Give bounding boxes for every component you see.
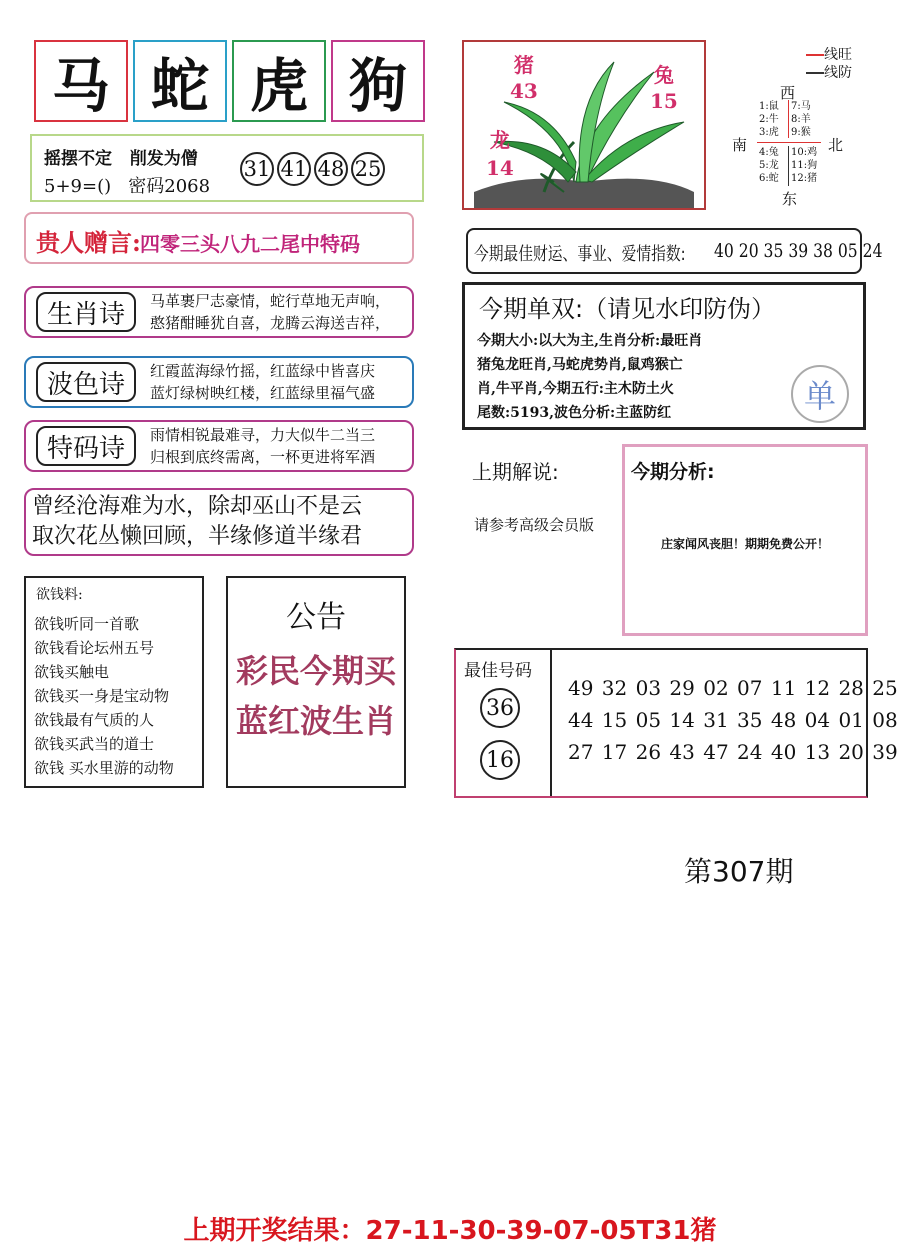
- animal-name: 兔: [653, 63, 674, 87]
- number-ball: 25: [351, 152, 385, 186]
- hint-line-1: 摇摆不定 削发为僧: [44, 149, 198, 169]
- last-result: 上期开奖结果：27-11-30-39-07-05T31猪: [183, 1216, 717, 1246]
- hint-box: [30, 134, 424, 202]
- noble-tip-box: [24, 212, 414, 264]
- zodiac-title-2: 蛇: [133, 40, 227, 122]
- odd-even-stamp: 单: [791, 365, 849, 423]
- plant-label-rabbit: [650, 62, 678, 114]
- bose-poem-box: [24, 356, 414, 408]
- number-row: 44 15 05 14 31 35 48 04 01 08: [568, 708, 898, 732]
- odd-even-title: 今期单双:（请见水印防伪）: [479, 295, 776, 323]
- money-line: 欲钱买触电: [34, 663, 110, 681]
- odd-even-line: 猪兔龙旺肖,马蛇虎势肖,鼠鸡猴亡: [477, 357, 683, 373]
- grid-cell: 6:蛇: [759, 173, 779, 184]
- compass-east: 东: [782, 190, 798, 208]
- money-line: 欲钱买一身是宝动物: [34, 687, 170, 705]
- tema-poem-label: 特码诗: [36, 426, 136, 466]
- grid-cell: 4:兔: [759, 147, 779, 158]
- notice-line-1: 彩民今期买: [235, 652, 396, 690]
- number-ball: 48: [314, 152, 348, 186]
- compass-west: 西: [780, 84, 796, 102]
- last-explain-text: 请参考高级会员版: [474, 516, 595, 534]
- animal-name: 猪: [513, 53, 534, 77]
- money-line: 欲钱最有气质的人: [34, 711, 155, 729]
- money-title: 欲钱料:: [36, 587, 83, 603]
- best-numbers-box: [454, 648, 898, 798]
- compass-grid: [757, 100, 821, 186]
- legend-fang: 线防: [806, 64, 852, 82]
- compass-south: 南: [732, 136, 748, 154]
- noble-tip-text: 四零三头八九二尾中特码: [140, 232, 360, 256]
- tema-poem-box: [24, 420, 414, 472]
- grid-cell: 9:猴: [791, 127, 811, 138]
- grid-cell: 10:鸡: [791, 147, 818, 158]
- analysis-text: 庄家闻风丧胆！期期免费公开！: [660, 537, 829, 551]
- zodiac-title-4: 狗: [331, 40, 425, 122]
- big-verse-line-1: 曾经沧海难为水，除却巫山不是云: [32, 494, 363, 519]
- animal-number: 14: [486, 156, 514, 180]
- legend-wang: 线旺: [806, 46, 852, 64]
- hint-line-2: 5+9=() 密码2068: [44, 176, 211, 197]
- noble-tip-label: 贵人赠言:: [36, 228, 141, 257]
- number-row: 49 32 03 29 02 07 11 12 28 25: [568, 676, 898, 700]
- grid-cell: 2:牛: [759, 114, 779, 125]
- grid-cell: 5:龙: [759, 160, 779, 171]
- odd-even-line: 尾数:5193,波色分析:主蓝防红: [477, 405, 672, 421]
- money-line: 欲钱看论坛州五号: [34, 639, 155, 657]
- zodiac-title-3: 虎: [232, 40, 326, 122]
- money-line: 欲钱买武当的道士: [34, 735, 155, 753]
- notice-box: [226, 576, 406, 788]
- grid-cell: 12:猪: [791, 173, 818, 184]
- notice-line-2: 蓝红波生肖: [235, 702, 396, 740]
- plant-label-pig: [510, 52, 538, 104]
- number-ball: 31: [240, 152, 274, 186]
- money-lines: [34, 612, 174, 780]
- grid-cell: 3:虎: [759, 127, 779, 138]
- animal-name: 龙: [489, 128, 510, 152]
- fortune-label: 今期最佳财运、事业、爱情指数:: [474, 244, 686, 265]
- fortune-numbers: 40 20 35 39 38 05 24: [714, 240, 883, 262]
- bose-poem-text: [150, 360, 375, 404]
- poem-line: 憨猪酣睡犹自喜，龙腾云海送吉祥，: [150, 314, 391, 332]
- plant-box: [462, 40, 706, 210]
- poem-line: 雨情相锐最难寻，力大似牛二当三: [150, 426, 376, 444]
- odd-even-lines: [477, 329, 702, 425]
- best-numbers-rows: [568, 672, 898, 768]
- analysis-title: 今期分析:: [631, 461, 715, 483]
- best-numbers-title: 最佳号码: [464, 661, 532, 681]
- odd-even-box: [462, 282, 866, 430]
- number-ball: 41: [277, 152, 311, 186]
- big-verse-line-2: 取次花丛懒回顾，半缘修道半缘君: [32, 524, 363, 549]
- last-explain-title: 上期解说:: [472, 460, 559, 484]
- grid-cell: 1:鼠: [759, 101, 779, 112]
- plant-label-dragon: [486, 126, 514, 182]
- animal-number: 15: [650, 89, 678, 113]
- big-verse-box: [24, 488, 414, 556]
- grid-cell: 8:羊: [791, 114, 811, 125]
- fortune-box: [466, 228, 883, 274]
- tema-poem-text: [150, 424, 375, 468]
- odd-even-line: 肖,牛平肖,今期五行:主木防土火: [477, 381, 674, 397]
- best-pick-2: 16: [480, 740, 520, 780]
- analysis-box: [622, 444, 868, 636]
- best-pick-1: 36: [480, 688, 520, 728]
- animal-number: 43: [510, 79, 538, 103]
- compass-legend: [806, 46, 852, 82]
- number-row: 27 17 26 43 47 24 40 13 20 39: [568, 740, 898, 764]
- money-box: [24, 576, 204, 788]
- poem-line: 马革裹尸志豪情，蛇行草地无声响，: [150, 292, 391, 310]
- poem-line: 归根到底终需离，一杯更进将军酒: [150, 448, 376, 466]
- notice-title: 公告: [286, 600, 346, 635]
- money-line: 欲钱听同一首歌: [34, 615, 140, 633]
- grid-cell: 7:马: [791, 101, 811, 112]
- zodiac-title-1: 马: [34, 40, 128, 122]
- odd-even-line: 今期大小:以大为主,生肖分析:最旺肖: [477, 333, 703, 349]
- issue-number: 第307期: [684, 855, 794, 888]
- grid-cell: 11:狗: [791, 160, 818, 171]
- bose-poem-label: 波色诗: [36, 362, 136, 402]
- shengxiao-poem-text: [150, 290, 390, 334]
- shengxiao-poem-box: [24, 286, 414, 338]
- poem-line: 红霞蓝海绿竹摇，红蓝绿中皆喜庆: [150, 362, 376, 380]
- poem-line: 蓝灯绿树映红楼，红蓝绿里福气盛: [150, 384, 376, 402]
- hint-numbers: [240, 152, 388, 186]
- compass-north: 北: [828, 136, 844, 154]
- shengxiao-poem-label: 生肖诗: [36, 292, 136, 332]
- money-line: 欲钱 买水里游的动物: [34, 759, 174, 777]
